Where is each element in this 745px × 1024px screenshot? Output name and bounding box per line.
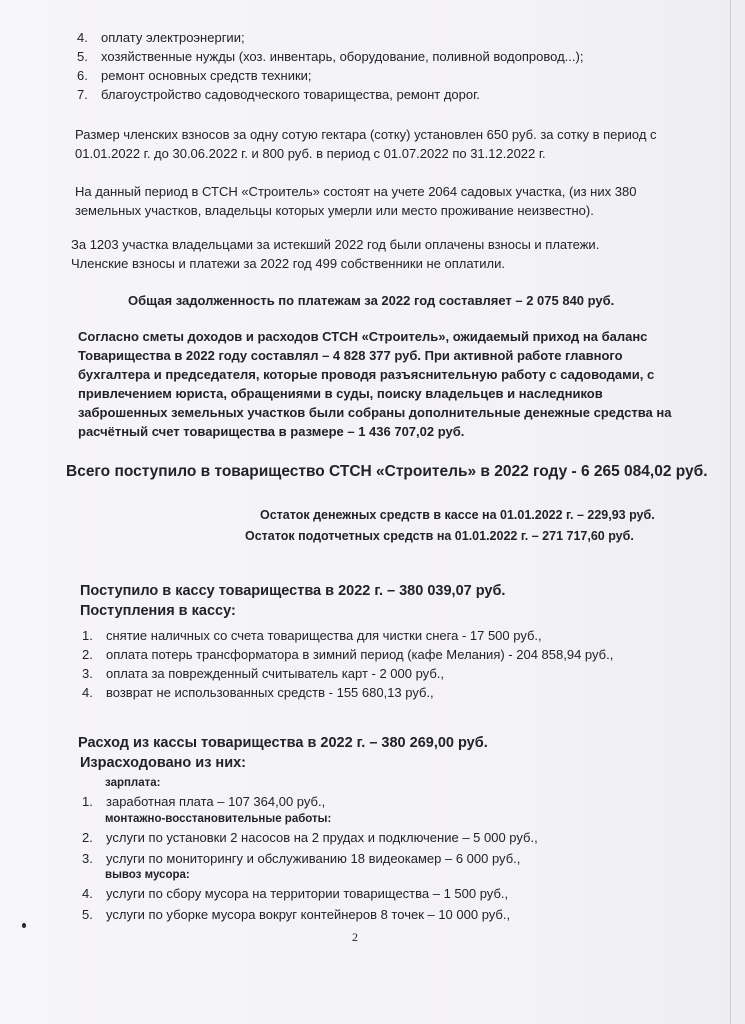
membership-fee-paragraph: Размер членских взносов за одну сотую гектара (сотку) установлен 650 руб. за сотку в период с 01.01.2022 г. до 30.06.2022 г. и 800 руб. в период с 01.07.2022 по 31.12.2022 г.	[75, 127, 657, 161]
payments-paragraph: За 1203 участка владельцами за истекший 2022 год были оплачены взносы и платежи. Членские взносы и платежи за 2022 год 499 собственники не оплатили.	[71, 237, 600, 271]
estimate-paragraph: Согласно сметы доходов и расходов СТСН «Строитель», ожидаемый приход на баланс Товарищества в 2022 году составлял – 4 828 377 руб. При активной работе главного бухгалтера и председателя, которые проводя разъяснительную работу с садоводами, с привлечением юриста, обращениями в суды, поиску владельцев и наследников заброшенных земельных участков были собраны дополнительные денежные средства на расчётный счет товарищества в размере – 1 436 707,02 руб.	[78, 329, 672, 439]
list-item: 4. оплату электроэнергии;	[77, 30, 245, 45]
category-garbage-removal: вывоз мусора:	[105, 869, 190, 881]
expense-item: 2. услуги по установки 2 насосов на 2 прудах и подключение – 5 000 руб., 3. услуги по мониторингу и обслуживанию 18 видеокамер – 6 000 руб.,	[82, 830, 538, 866]
list-item: 7. благоустройство садоводческого товарищества, ремонт дорог.	[77, 87, 480, 102]
expense-item: 1. заработная плата – 107 364,00 руб.,	[82, 794, 326, 809]
plots-paragraph: На данный период в СТСН «Строитель» состоят на учете 2064 садовых участка, (из них 380 земельных участков, владельцы которых умерли или место проживание неизвестно).	[75, 184, 637, 218]
list-item: 4. возврат не использованных средств - 155 680,13 руб.,	[82, 685, 434, 700]
accountable-balance-line: Остаток подотчетных средств на 01.01.2022 г. – 271 717,60 руб.	[245, 529, 634, 543]
scan-speck	[22, 923, 26, 928]
total-income-heading: Всего поступило в товарищество СТСН «Строитель» в 2022 году - 6 265 084,02 руб.	[66, 463, 708, 480]
list-item: 6. ремонт основных средств техники;	[77, 68, 312, 83]
page-number: 2	[352, 930, 358, 944]
category-salary: зарплата:	[105, 777, 161, 789]
cash-in-subheading: Поступления в кассу:	[80, 603, 236, 619]
expense-item: 4. услуги по сбору мусора на территории товарищества – 1 500 руб., 5. услуги по уборке мусора вокруг контейнеров 8 точек – 10 000 руб.,	[82, 886, 511, 922]
list-item: 1. снятие наличных со счета товарищества для чистки снега - 17 500 руб.,	[82, 628, 542, 643]
list-item: 5. хозяйственные нужды (хоз. инвентарь, оборудование, поливной водопровод...);	[77, 49, 584, 64]
list-item: 3. оплата за поврежденный считыватель карт - 2 000 руб.,	[82, 666, 444, 681]
cash-out-heading: Расход из кассы товарищества в 2022 г. – 380 269,00 руб.	[78, 735, 488, 751]
total-debt-line: Общая задолженность по платежам за 2022 год составляет – 2 075 840 руб.	[128, 293, 615, 308]
cash-out-subheading: Израсходовано из них:	[80, 755, 246, 771]
expense-purpose-list	[77, 28, 583, 104]
page-edge	[730, 0, 731, 1024]
cash-balance-line: Остаток денежных средств в кассе на 01.01.2022 г. – 229,93 руб.	[260, 508, 655, 522]
list-item: 2. оплата потерь трансформатора в зимний период (кафе Мелания) - 204 858,94 руб.,	[82, 647, 614, 662]
cash-in-heading: Поступило в кассу товарищества в 2022 г. – 380 039,07 руб.	[80, 583, 506, 599]
cash-in-list	[82, 626, 613, 702]
category-repair-works: монтажно-восстановительные работы:	[105, 813, 332, 825]
